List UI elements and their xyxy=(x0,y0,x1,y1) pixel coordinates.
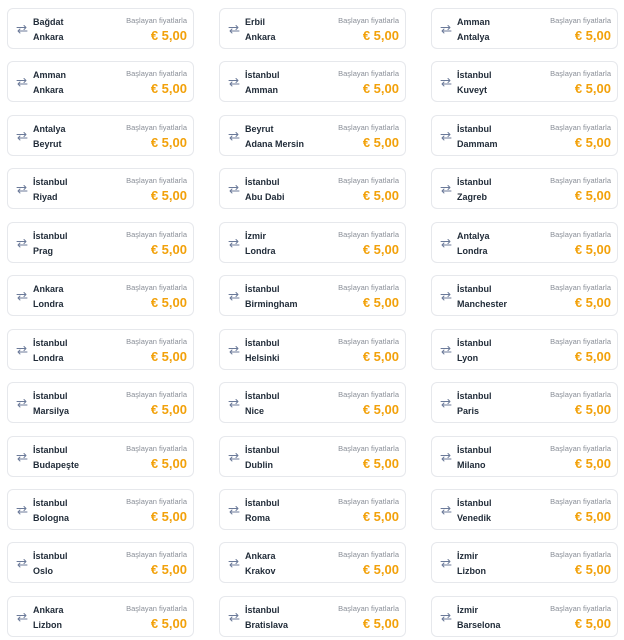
destination-city: Paris xyxy=(457,406,480,417)
price-label: Başlayan fiyatlarla xyxy=(126,16,187,25)
route-arrows-icon xyxy=(439,344,453,356)
route-card[interactable] xyxy=(7,596,194,637)
price-label: Başlayan fiyatlarla xyxy=(338,603,399,613)
destination-city: Manchester xyxy=(457,299,508,310)
route-arrows-icon xyxy=(15,344,29,356)
route-card[interactable] xyxy=(7,8,194,49)
price-value: € 5,00 xyxy=(150,615,187,631)
destination-city: Venedik xyxy=(457,512,492,523)
origin-city: İstanbul xyxy=(457,284,492,295)
price-label: Başlayan fiyatlarla xyxy=(126,496,187,506)
origin-city: İstanbul xyxy=(245,337,280,348)
route-card[interactable] xyxy=(219,436,406,477)
origin-city: Antalya xyxy=(33,123,66,134)
destination-city: Amman xyxy=(245,85,279,96)
price-label: Başlayan fiyatlarla xyxy=(338,390,399,400)
origin-city: Ankara xyxy=(33,604,64,615)
origin-city: İstanbul xyxy=(245,604,280,615)
destination-city: Ankara xyxy=(245,32,276,42)
route-card[interactable] xyxy=(7,382,194,423)
price-label: Başlayan fiyatlarla xyxy=(338,69,399,79)
price-value: € 5,00 xyxy=(574,81,611,97)
price-label: Başlayan fiyatlarla xyxy=(126,176,187,186)
route-card[interactable] xyxy=(7,542,194,583)
origin-city: İstanbul xyxy=(245,284,280,295)
route-card[interactable] xyxy=(431,542,618,583)
route-card[interactable] xyxy=(7,436,194,477)
destination-city: Birmingham xyxy=(245,299,298,310)
route-arrows-icon xyxy=(15,130,29,142)
price-label: Başlayan fiyatlarla xyxy=(550,603,611,613)
route-arrows-icon xyxy=(15,557,29,569)
destination-city: Bratislava xyxy=(245,619,289,630)
origin-city: İstanbul xyxy=(33,551,68,562)
price-value: € 5,00 xyxy=(574,241,611,257)
price-value: € 5,00 xyxy=(574,402,611,418)
price-label: Başlayan fiyatlarla xyxy=(550,443,611,453)
origin-city: İstanbul xyxy=(245,177,280,188)
destination-city: Beyrut xyxy=(33,138,62,149)
price-label: Başlayan fiyatlarla xyxy=(550,229,611,239)
origin-city: İstanbul xyxy=(457,497,492,508)
price-value: € 5,00 xyxy=(150,81,187,97)
destination-city: Lyon xyxy=(457,352,479,363)
route-card[interactable] xyxy=(219,489,406,530)
price-value: € 5,00 xyxy=(150,402,187,418)
route-card[interactable] xyxy=(219,542,406,583)
route-card[interactable] xyxy=(7,222,194,263)
route-arrows-icon xyxy=(439,397,453,409)
price-label: Başlayan fiyatlarla xyxy=(338,229,399,239)
price-value: € 5,00 xyxy=(362,562,399,578)
destination-city: Roma xyxy=(245,512,271,523)
origin-city: İstanbul xyxy=(457,177,492,188)
price-value: € 5,00 xyxy=(150,188,187,204)
price-label: Başlayan fiyatlarla xyxy=(126,390,187,400)
route-arrows-icon xyxy=(15,183,29,195)
price-value: € 5,00 xyxy=(362,188,399,204)
route-arrows-icon xyxy=(439,237,453,249)
origin-city: İstanbul xyxy=(245,444,280,455)
route-card[interactable] xyxy=(219,168,406,209)
price-label: Başlayan fiyatlarla xyxy=(338,443,399,453)
route-arrows-icon xyxy=(15,397,29,409)
route-card[interactable] xyxy=(219,329,406,370)
route-card[interactable] xyxy=(7,275,194,316)
destination-city: Marsilya xyxy=(33,406,70,417)
route-card[interactable] xyxy=(431,329,618,370)
origin-city: İstanbul xyxy=(457,70,492,81)
route-arrows-icon xyxy=(227,344,241,356)
route-arrows-icon xyxy=(227,451,241,463)
price-label: Başlayan fiyatlarla xyxy=(338,550,399,560)
route-card[interactable] xyxy=(431,115,618,156)
origin-city: İstanbul xyxy=(457,444,492,455)
route-arrows-icon xyxy=(227,290,241,302)
price-label: Başlayan fiyatlarla xyxy=(550,283,611,293)
destination-city: Lizbon xyxy=(33,619,62,630)
destination-city: Ankara xyxy=(33,85,64,96)
origin-city: İzmir xyxy=(457,551,479,562)
price-label: Başlayan fiyatlarla xyxy=(338,122,399,132)
origin-city: Ankara xyxy=(33,284,64,295)
route-card[interactable] xyxy=(431,61,618,102)
price-value: € 5,00 xyxy=(574,134,611,150)
price-value: € 5,00 xyxy=(362,295,399,311)
origin-city: İstanbul xyxy=(33,391,68,402)
price-value: € 5,00 xyxy=(150,562,187,578)
route-arrows-icon xyxy=(227,397,241,409)
route-card-grid xyxy=(7,8,618,637)
route-card[interactable] xyxy=(219,382,406,423)
route-card[interactable] xyxy=(431,489,618,530)
price-value: € 5,00 xyxy=(574,455,611,471)
price-value: € 5,00 xyxy=(574,562,611,578)
price-value: € 5,00 xyxy=(362,81,399,97)
price-value: € 5,00 xyxy=(362,508,399,524)
route-arrows-icon xyxy=(227,504,241,516)
route-arrows-icon xyxy=(439,611,453,623)
price-value: € 5,00 xyxy=(574,508,611,524)
price-value: € 5,00 xyxy=(362,241,399,257)
route-card[interactable] xyxy=(431,222,618,263)
destination-city: Barselona xyxy=(457,619,501,630)
destination-city: Kuveyt xyxy=(457,85,488,96)
price-label: Başlayan fiyatlarla xyxy=(126,283,187,293)
route-arrows-icon xyxy=(15,237,29,249)
price-label: Başlayan fiyatlarla xyxy=(550,69,611,79)
route-arrows-icon xyxy=(15,504,29,516)
price-value: € 5,00 xyxy=(362,134,399,150)
destination-city: Nice xyxy=(245,406,265,417)
origin-city: İstanbul xyxy=(245,391,280,402)
route-card[interactable] xyxy=(7,489,194,530)
price-label: Başlayan fiyatlarla xyxy=(126,336,187,346)
route-arrows-icon xyxy=(227,237,241,249)
price-value: € 5,00 xyxy=(150,28,187,43)
destination-city: Antalya xyxy=(457,32,490,42)
route-card[interactable] xyxy=(431,436,618,477)
destination-city: Milano xyxy=(457,459,486,470)
origin-city: İstanbul xyxy=(33,177,68,188)
price-label: Başlayan fiyatlarla xyxy=(338,176,399,186)
price-label: Başlayan fiyatlarla xyxy=(550,16,611,25)
price-label: Başlayan fiyatlarla xyxy=(550,122,611,132)
route-arrows-icon xyxy=(439,290,453,302)
route-arrows-icon xyxy=(439,557,453,569)
price-value: € 5,00 xyxy=(574,348,611,364)
destination-city: Lizbon xyxy=(457,566,486,577)
price-label: Başlayan fiyatlarla xyxy=(126,550,187,560)
price-value: € 5,00 xyxy=(574,615,611,631)
destination-city: Londra xyxy=(245,245,276,256)
route-card[interactable] xyxy=(431,596,618,637)
route-card[interactable] xyxy=(219,8,406,49)
price-value: € 5,00 xyxy=(150,348,187,364)
price-label: Başlayan fiyatlarla xyxy=(126,122,187,132)
price-value: € 5,00 xyxy=(150,295,187,311)
destination-city: Dammam xyxy=(457,138,498,149)
destination-city: Londra xyxy=(33,299,64,310)
price-label: Başlayan fiyatlarla xyxy=(338,283,399,293)
route-arrows-icon xyxy=(227,557,241,569)
origin-city: İstanbul xyxy=(33,497,68,508)
price-label: Başlayan fiyatlarla xyxy=(126,603,187,613)
route-arrows-icon xyxy=(439,183,453,195)
destination-city: Zagreb xyxy=(457,192,488,203)
route-card[interactable] xyxy=(431,8,618,49)
origin-city: İstanbul xyxy=(33,230,68,241)
destination-city: Bologna xyxy=(33,512,69,523)
origin-city: Erbil xyxy=(245,17,266,27)
price-label: Başlayan fiyatlarla xyxy=(126,69,187,79)
origin-city: Amman xyxy=(33,70,67,81)
price-value: € 5,00 xyxy=(150,508,187,524)
origin-city: İzmir xyxy=(245,230,267,241)
route-card[interactable] xyxy=(7,61,194,102)
route-arrows-icon xyxy=(439,451,453,463)
route-arrows-icon xyxy=(15,76,29,88)
origin-city: Antalya xyxy=(457,230,490,241)
price-label: Başlayan fiyatlarla xyxy=(550,496,611,506)
origin-city: İstanbul xyxy=(245,70,280,81)
origin-city: İzmir xyxy=(457,604,479,615)
origin-city: İstanbul xyxy=(457,123,492,134)
route-arrows-icon xyxy=(15,290,29,302)
price-value: € 5,00 xyxy=(362,402,399,418)
route-card[interactable] xyxy=(219,222,406,263)
price-label: Başlayan fiyatlarla xyxy=(550,550,611,560)
route-arrows-icon xyxy=(227,611,241,623)
origin-city: Beyrut xyxy=(245,123,274,134)
destination-city: Helsinki xyxy=(245,352,280,363)
price-value: € 5,00 xyxy=(362,615,399,631)
route-arrows-icon xyxy=(15,611,29,623)
destination-city: Dublin xyxy=(245,459,273,470)
route-arrows-icon xyxy=(15,23,29,35)
route-card[interactable] xyxy=(7,115,194,156)
route-card[interactable] xyxy=(219,596,406,637)
destination-city: Krakov xyxy=(245,566,276,577)
destination-city: Londra xyxy=(33,352,64,363)
route-arrows-icon xyxy=(227,76,241,88)
route-card[interactable] xyxy=(219,115,406,156)
price-value: € 5,00 xyxy=(150,455,187,471)
price-label: Başlayan fiyatlarla xyxy=(126,229,187,239)
price-label: Başlayan fiyatlarla xyxy=(338,16,399,25)
price-label: Başlayan fiyatlarla xyxy=(550,176,611,186)
destination-city: Budapeşte xyxy=(33,459,80,470)
route-card[interactable] xyxy=(219,61,406,102)
price-value: € 5,00 xyxy=(362,28,399,43)
price-value: € 5,00 xyxy=(574,28,611,43)
route-card[interactable] xyxy=(7,329,194,370)
destination-city: Abu Dabi xyxy=(245,192,285,203)
price-value: € 5,00 xyxy=(362,455,399,471)
price-label: Başlayan fiyatlarla xyxy=(550,336,611,346)
price-label: Başlayan fiyatlarla xyxy=(338,336,399,346)
price-label: Başlayan fiyatlarla xyxy=(126,443,187,453)
destination-city: Riyad xyxy=(33,192,58,203)
price-value: € 5,00 xyxy=(574,188,611,204)
destination-city: Oslo xyxy=(33,566,54,577)
price-label: Başlayan fiyatlarla xyxy=(338,496,399,506)
price-label: Başlayan fiyatlarla xyxy=(550,390,611,400)
destination-city: Ankara xyxy=(33,32,64,42)
price-value: € 5,00 xyxy=(574,295,611,311)
route-card[interactable] xyxy=(219,275,406,316)
route-card[interactable] xyxy=(431,168,618,209)
origin-city: İstanbul xyxy=(245,497,280,508)
route-card[interactable] xyxy=(7,168,194,209)
route-arrows-icon xyxy=(15,451,29,463)
origin-city: İstanbul xyxy=(457,337,492,348)
route-arrows-icon xyxy=(439,504,453,516)
origin-city: Bağdat xyxy=(33,17,64,27)
route-arrows-icon xyxy=(439,76,453,88)
origin-city: İstanbul xyxy=(457,391,492,402)
route-arrows-icon xyxy=(227,183,241,195)
price-value: € 5,00 xyxy=(150,134,187,150)
destination-city: Londra xyxy=(457,245,488,256)
route-card[interactable] xyxy=(431,275,618,316)
route-arrows-icon xyxy=(227,130,241,142)
origin-city: İstanbul xyxy=(33,444,68,455)
route-card[interactable] xyxy=(431,382,618,423)
price-value: € 5,00 xyxy=(150,241,187,257)
route-arrows-icon xyxy=(439,130,453,142)
origin-city: Amman xyxy=(457,17,491,27)
origin-city: İstanbul xyxy=(33,337,68,348)
destination-city: Prag xyxy=(33,245,54,256)
destination-city: Adana Mersin xyxy=(245,138,305,149)
price-value: € 5,00 xyxy=(362,348,399,364)
origin-city: Ankara xyxy=(245,551,276,562)
route-arrows-icon xyxy=(227,23,241,35)
route-arrows-icon xyxy=(439,23,453,35)
